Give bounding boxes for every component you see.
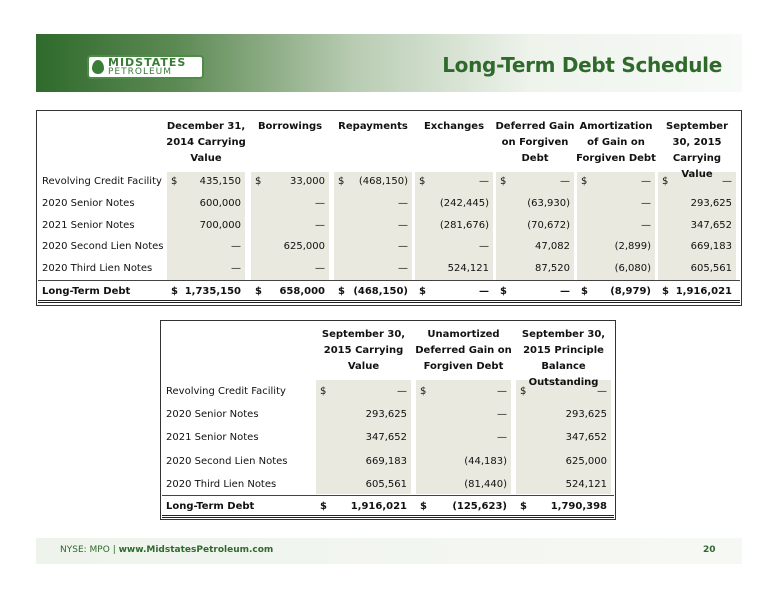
total-cell — [334, 285, 412, 299]
cell-value: (242,445) — [439, 198, 489, 209]
table-cell — [496, 197, 574, 211]
currency-symbol: $ — [320, 501, 327, 512]
currency-symbol: $ — [500, 176, 507, 187]
page-title: Long-Term Debt Schedule — [442, 53, 722, 77]
total-rule — [38, 280, 740, 281]
cell-value: 347,652 — [565, 432, 607, 443]
total-cell — [251, 285, 329, 299]
table-cell — [516, 478, 611, 492]
currency-symbol: $ — [419, 176, 426, 187]
footer-website: www.MidstatesPetroleum.com — [118, 545, 274, 555]
cell-value: — — [722, 176, 732, 187]
table-cell — [516, 455, 611, 469]
currency-symbol: $ — [320, 386, 327, 397]
table-cell — [167, 219, 245, 233]
table-cell — [167, 240, 245, 254]
cell-value: (468,150) — [353, 286, 408, 297]
footer-text — [60, 545, 273, 555]
cell-value: 524,121 — [447, 263, 489, 274]
currency-symbol: $ — [520, 501, 527, 512]
total-cell — [416, 500, 511, 514]
table-cell — [415, 197, 493, 211]
table-cell — [251, 197, 329, 211]
cell-value: (6,080) — [614, 263, 651, 274]
cell-value: (281,676) — [439, 220, 489, 231]
cell-value: (468,150) — [358, 176, 408, 187]
currency-symbol: $ — [420, 386, 427, 397]
cell-value: — — [397, 386, 407, 397]
cell-value: 1,790,398 — [550, 501, 607, 512]
table-cell — [516, 431, 611, 445]
table-cell — [416, 431, 511, 445]
cell-value: 669,183 — [365, 456, 407, 467]
table-cell — [334, 197, 412, 211]
currency-symbol: $ — [255, 286, 262, 297]
oil-drop-icon — [92, 60, 104, 74]
table-cell — [658, 197, 736, 211]
cell-value: 435,150 — [199, 176, 241, 187]
table-cell — [416, 385, 511, 399]
cell-value: — — [641, 198, 651, 209]
table-cell — [516, 408, 611, 422]
cell-value: — — [398, 220, 408, 231]
total-cell — [415, 285, 493, 299]
table-cell — [577, 240, 655, 254]
table-cell — [167, 197, 245, 211]
table-cell — [415, 175, 493, 189]
table-cell — [316, 408, 411, 422]
cell-value: 293,625 — [365, 409, 407, 420]
total-cell — [316, 500, 411, 514]
currency-symbol: $ — [581, 286, 588, 297]
cell-value: 47,082 — [535, 241, 570, 252]
cell-value: 1,916,021 — [675, 286, 732, 297]
cell-value: 605,561 — [365, 479, 407, 490]
row-label: 2020 Third Lien Notes — [166, 479, 277, 490]
table-cell — [658, 219, 736, 233]
cell-value: 625,000 — [565, 456, 607, 467]
column-header: September 30, 2015 Principle Balance Outstanding — [521, 329, 606, 388]
table-cell — [415, 262, 493, 276]
table-cell — [167, 262, 245, 276]
cell-value: (2,899) — [614, 241, 651, 252]
table-cell — [334, 219, 412, 233]
row-label: 2020 Senior Notes — [166, 409, 259, 420]
currency-symbol: $ — [171, 176, 178, 187]
cell-value: 658,000 — [279, 286, 325, 297]
table-cell — [577, 219, 655, 233]
cell-value: 669,183 — [690, 241, 732, 252]
currency-symbol: $ — [662, 286, 669, 297]
table-cell — [316, 385, 411, 399]
cell-value: 347,652 — [365, 432, 407, 443]
row-label: 2020 Second Lien Notes — [166, 456, 288, 467]
total-label: Long-Term Debt — [42, 286, 131, 297]
cell-value: — — [398, 241, 408, 252]
cell-value: 87,520 — [535, 263, 570, 274]
table-cell — [516, 385, 611, 399]
cell-value: 33,000 — [290, 176, 325, 187]
currency-symbol: $ — [171, 286, 178, 297]
currency-symbol: $ — [338, 286, 345, 297]
cell-value: 293,625 — [565, 409, 607, 420]
column-header: September 30, 2015 Carrying Value — [321, 329, 406, 372]
table-cell — [167, 175, 245, 189]
currency-symbol: $ — [662, 176, 669, 187]
cell-value: 625,000 — [283, 241, 325, 252]
column-header: September 30, 2015 Carrying Value — [666, 121, 728, 180]
table-cell — [251, 262, 329, 276]
cell-value: — — [315, 220, 325, 231]
column-header: December 31, 2014 Carrying Value — [166, 121, 246, 164]
total-cell — [167, 285, 245, 299]
row-label: 2021 Senior Notes — [42, 220, 135, 231]
cell-value: — — [597, 386, 607, 397]
column-header: Unamortized Deferred Gain on Forgiven Debt — [415, 329, 512, 372]
table-cell — [577, 175, 655, 189]
column-header: Repayments — [338, 121, 408, 132]
cell-value: (81,440) — [464, 479, 507, 490]
table-cell — [577, 197, 655, 211]
currency-symbol: $ — [581, 176, 588, 187]
cell-value: 524,121 — [565, 479, 607, 490]
logo-line-2: PETROLEUM — [108, 67, 173, 77]
table-cell — [316, 455, 411, 469]
table-cell — [415, 240, 493, 254]
total-rule — [162, 495, 614, 496]
row-label: 2020 Senior Notes — [42, 198, 135, 209]
cell-value: — — [315, 198, 325, 209]
cell-value: — — [479, 286, 489, 297]
cell-value: — — [231, 263, 241, 274]
total-cell — [496, 285, 574, 299]
column-header: Borrowings — [257, 121, 323, 132]
cell-value: — — [398, 263, 408, 274]
table-cell — [496, 175, 574, 189]
cell-value: 605,561 — [690, 263, 732, 274]
row-label: 2021 Senior Notes — [166, 432, 259, 443]
cell-value: — — [479, 176, 489, 187]
total-label: Long-Term Debt — [166, 501, 255, 512]
cell-value: — — [641, 220, 651, 231]
page-number: 20 — [703, 545, 716, 555]
company-logo — [87, 55, 204, 79]
footer-separator: | — [112, 545, 116, 555]
cell-value: (8,979) — [610, 286, 651, 297]
table-cell — [316, 478, 411, 492]
table-cell — [496, 219, 574, 233]
table-cell — [316, 431, 411, 445]
cell-value: 1,735,150 — [184, 286, 241, 297]
logo-line-1: MIDSTATES — [108, 56, 187, 69]
total-cell — [658, 285, 736, 299]
currency-symbol: $ — [338, 176, 345, 187]
cell-value: 347,652 — [690, 220, 732, 231]
column-header: Deferred Gain on Forgiven Debt — [495, 121, 575, 164]
currency-symbol: $ — [255, 176, 262, 187]
cell-value: — — [497, 386, 507, 397]
column-header: Amortization of Gain on Forgiven Debt — [576, 121, 656, 164]
cell-value: — — [497, 432, 507, 443]
cell-value: — — [560, 176, 570, 187]
cell-value: (63,930) — [527, 198, 570, 209]
table-cell — [658, 175, 736, 189]
table-cell — [334, 240, 412, 254]
cell-value: 1,916,021 — [350, 501, 407, 512]
cell-value: — — [560, 286, 570, 297]
row-label: Revolving Credit Facility — [42, 176, 162, 187]
total-cell — [516, 500, 611, 514]
cell-value: — — [641, 176, 651, 187]
cell-value: (44,183) — [464, 456, 507, 467]
footer-ticker: NYSE: MPO — [60, 545, 110, 555]
table-cell — [251, 175, 329, 189]
table-cell — [251, 240, 329, 254]
table-cell — [416, 478, 511, 492]
row-label: 2020 Second Lien Notes — [42, 241, 164, 252]
table-cell — [496, 262, 574, 276]
table-cell — [334, 175, 412, 189]
total-cell — [577, 285, 655, 299]
currency-symbol: $ — [520, 386, 527, 397]
total-double-rule — [162, 515, 614, 518]
cell-value: 293,625 — [690, 198, 732, 209]
cell-value: — — [497, 409, 507, 420]
currency-symbol: $ — [500, 286, 507, 297]
table-cell — [496, 240, 574, 254]
cell-value: — — [315, 263, 325, 274]
row-label: 2020 Third Lien Notes — [42, 263, 153, 274]
cell-value: 700,000 — [199, 220, 241, 231]
cell-value: (125,623) — [452, 501, 507, 512]
column-header: Exchanges — [423, 121, 485, 132]
cell-value: — — [479, 241, 489, 252]
table-cell — [658, 240, 736, 254]
table-cell — [415, 219, 493, 233]
table-cell — [251, 219, 329, 233]
cell-value: 600,000 — [199, 198, 241, 209]
table-cell — [334, 262, 412, 276]
cell-value: — — [231, 241, 241, 252]
currency-symbol: $ — [419, 286, 426, 297]
table-cell — [416, 408, 511, 422]
currency-symbol: $ — [420, 501, 427, 512]
table-cell — [658, 262, 736, 276]
cell-value: — — [398, 198, 408, 209]
row-label: Revolving Credit Facility — [166, 386, 286, 397]
total-double-rule — [38, 300, 740, 303]
table-cell — [416, 455, 511, 469]
cell-value: (70,672) — [527, 220, 570, 231]
table-cell — [577, 262, 655, 276]
